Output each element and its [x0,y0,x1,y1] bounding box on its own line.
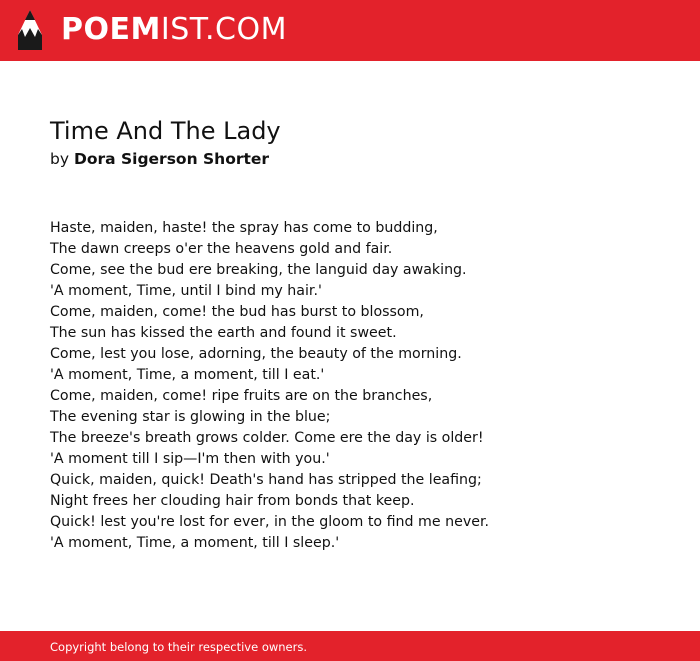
poem-line: The sun has kissed the earth and found it sweet. [50,325,397,341]
poem-line: Come, maiden, come! the bud has burst to blossom, [50,304,424,320]
copyright-notice: Copyright belong to their respective owners. [50,640,308,654]
poem-line: Come, maiden, come! ripe fruits are on the branches, [50,388,433,404]
by-label: by [50,150,70,168]
poem-body [50,218,670,554]
site-footer [0,631,700,661]
site-brand-link[interactable] [61,12,287,48]
poem-line: 'A moment, Time, a moment, till I eat.' [50,367,325,383]
poem-byline [50,148,269,170]
author-link[interactable]: Dora Sigerson Shorter [73,150,270,168]
poem-line: 'A moment, Time, a moment, till I sleep.' [50,535,340,551]
poem-line: Quick, maiden, quick! Death's hand has stripped the leafing; [50,472,482,488]
poem-line: Come, see the bud ere breaking, the languid day awaking. [50,262,467,278]
poem-title: Time And The Lady [50,117,281,145]
pencil-logo-icon[interactable] [17,9,43,51]
brand-light-text: IST.COM [160,12,287,47]
poem-line: Quick! lest you're lost for ever, in the gloom to find me never. [50,514,490,530]
poem-line: The breeze's breath grows colder. Come ere the day is older! [50,430,484,446]
poem-line: 'A moment till I sip—I'm then with you.' [50,451,330,467]
poem-line: Haste, maiden, haste! the spray has come to budding, [50,220,438,236]
poem-line: Come, lest you lose, adorning, the beauty of the morning. [50,346,462,362]
brand-bold-text: POEM [61,12,161,47]
poem-line: The dawn creeps o'er the heavens gold and fair. [50,241,393,257]
site-header [0,0,700,61]
poem-line: Night frees her clouding hair from bonds that keep. [50,493,415,509]
poem-line: The evening star is glowing in the blue; [50,409,331,425]
poem-line: 'A moment, Time, until I bind my hair.' [50,283,322,299]
